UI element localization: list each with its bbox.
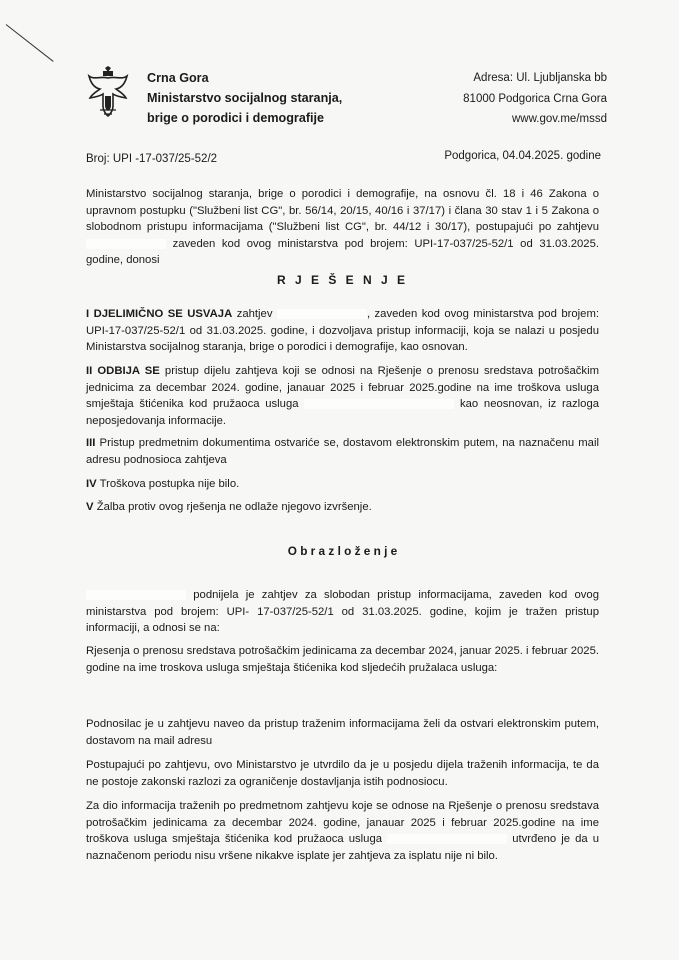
org-ministry-line2: brige o porodici i demografije [147,111,325,125]
item-iv [86,476,599,493]
org-ministry-line1: Ministarstvo socijalnog staranja, [147,91,343,105]
ministry-name [147,68,342,128]
redacted-provider [387,834,507,844]
item-ii-text-a: pristup dijelu zahtjeva koji se odnosi na Rješenje o prenosu sredstava potrošačkim jednicima za decembar 2024. godine, janauar 2025 i februar 2025.godine na ime troškova usluga smještaja štićenika kod pružaoca usluga [86,365,600,410]
org-country: Crna Gora [147,71,209,85]
ministry-address [463,68,607,130]
reasoning-paragraph-4: Postupajući po zahtjevu, ovo Ministarstvo je utvrdilo da je u posjedu dijela traženih informacija, te da ne postoje zakonski razlozi za ograničenje dostavljanja istih podnosiocu. [86,759,599,788]
item-v-label: V [86,501,94,513]
item-iv-text: Troškova postupka nije bilo. [99,478,240,490]
coat-of-arms-icon [86,66,130,120]
address-website: www.gov.me/mssd [511,113,607,125]
item-ii-label: II ODBIJA SE [86,365,160,377]
reasoning-p1-text: podnijela je zahtjev za slobodan pristup informacijama, zaveden kod ovog ministarstva pod brojem: UPI- 17-037/25-52/1 od 31.03.2025. godine, kojim je tražen pristup informaciji, a odnosi se na: [86,589,599,634]
redacted-name [277,309,367,319]
corner-pen-mark [6,24,54,62]
item-i [86,306,599,356]
reasoning-p5-text-a: Za dio informacija traženih po predmetnom zahtjevu koje se odnose na Rješenje o prenosu sredstava potrošačkim jedinicama za decembar 2024. godine, janauar 2025 i februar 2025.godine na ime troškova usluga smještaja štićenika kod pružaoca usluga [86,800,599,845]
address-city: 81000 Podgorica Crna Gora [463,92,607,105]
item-ii [86,363,599,429]
reference-number: Broj: UPI -17-037/25-52/2 [86,153,218,165]
item-iv-label: IV [86,478,97,490]
item-iii-label: III [86,437,96,449]
item-i-label: I DJELIMIČNO SE USVAJA [86,308,233,320]
item-v [86,499,599,516]
redacted-name [86,239,166,249]
item-i-text-b: , zaveden kod ovog ministarstva pod brojem: UPI-17-037/25-52/1 od 31.03.2025. godine, i dozvoljava pristup informaciji, koja se nalazi u posjedu Ministarstva socijalnog staranja, brige o porodici i demografije, kao osnovan. [86,308,599,353]
item-v-text: Žalba protiv ovog rješenja ne odlaže njegovo izvršenje. [96,501,372,513]
reasoning-p5-text-b: utvrđeno je da u naznačenom periodu nisu vršene nikakve isplate jer zahtjeva za isplatu nije ni bilo. [86,833,600,862]
reasoning-paragraph-3: Podnosilac je u zahtjevu naveo da pristup traženim informacijama želi da ostvari elektronskim putem, dostavom na mail adresu [86,718,599,747]
redacted-provider [304,399,454,409]
item-ii-text-b: kao neosnovan, iz razloga neposjedovanja informacije. [86,398,600,427]
item-iii-text: Pristup predmetnim dokumentima ostvariće se, dostavom elektronskim putem, na naznačenu mail adresu podnosioca zahtjeva [86,437,599,466]
address-street: Adresa: Ul. Ljubljanska bb [473,72,607,84]
intro-text-a: Ministarstvo socijalnog staranja, brige o porodici i demografije, na osnovu čl. 18 i 46 Zakona o upravnom postupku ("Službeni list CG", br. 56/14, 20/15, 40/16 i 37/17) i člana 30 stav 1 i 5 Zakona o slobodnom pristupu informacijama ("Službeni list CG", br. 44/12 i 30/17), postupajući po zahtjevu [86,188,599,233]
intro-text-b: zaveden kod ovog ministarstva pod brojem: UPI-17-037/25-52/1 od 31.03.2025. godine, donosi [86,237,599,266]
document-date: Podgorica, 04.04.2025. godine [444,150,601,162]
intro-paragraph [86,186,599,269]
item-i-text-a: zahtjev [236,308,273,320]
reasoning-title: O b r a z l o ž e n j e [287,544,398,558]
reasoning-paragraph-5 [86,798,599,864]
reasoning-paragraph-2: Rjesenja o prenosu sredstava potrošačkim jedinicama za decembar 2024, januar 2025. i februar 2025. godine na ime troskova usluga smještaja štićenika kod sljedećih pružalaca usluga: [86,645,599,674]
decision-title: R J E Š E N J E [276,273,409,287]
reasoning-paragraph-1 [86,587,599,637]
redacted-name [86,590,186,600]
item-iii [86,435,599,468]
